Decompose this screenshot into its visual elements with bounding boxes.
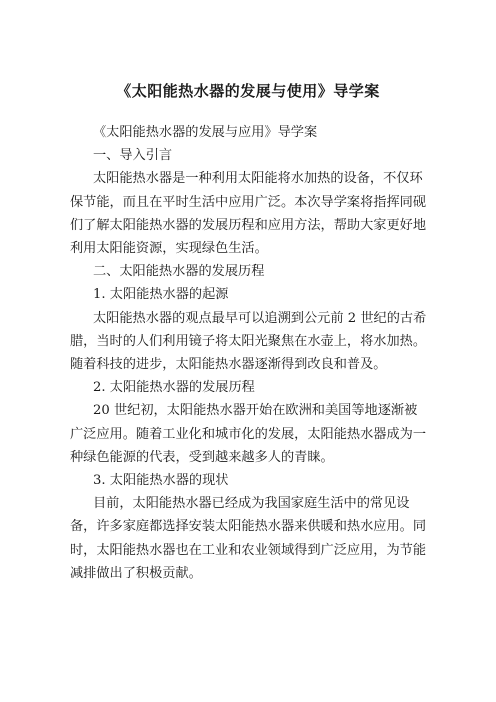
document-body (70, 121, 430, 585)
subheading-origin: 1. 太阳能热水器的起源 (93, 287, 229, 303)
paragraph-status: 目前，太阳能热水器已经成为我国家庭生活中的常见设备，许多家庭都选择安装太阳能热水器来供暖和热水应用。同时，太阳能热水器也在工业和农业领域得到广泛应用，为节能减排做出了积极贡献。 (70, 496, 427, 581)
subtitle: 《太阳能热水器的发展与应用》导学案 (93, 125, 318, 140)
paragraph-origin: 太阳能热水器的观点最早可以追溯到公元前 2 世纪的古希腊，当时的人们利用镜子将太阳光聚焦在水壶上，将水加热。随着科技的进步，太阳能热水器逐渐得到改良和普及。 (70, 310, 427, 373)
section-heading-history: 二、太阳能热水器的发展历程 (93, 264, 265, 280)
paragraph-development: 20 世纪初，太阳能热水器开始在欧洲和美国等地逐渐被广泛应用。随着工业化和城市化的发展，太阳能热水器成为一种绿色能源的代表，受到越来越多人的青睐。 (70, 403, 427, 465)
section-heading-intro: 一、导入引言 (93, 148, 173, 164)
paragraph-intro: 太阳能热水器是一种利用太阳能将水加热的设备，不仅环保节能，而且在平时生活中应用广泛。本次导学案将指挥同砚们了解太阳能热水器的发展历程和应用方法，帮助大家更好地利用太阳能资源，实现绿色生活。 (70, 171, 427, 257)
document-title: 《太阳能热水器的发展与使用》导学案 (116, 82, 380, 100)
subheading-status: 3. 太阳能热水器的现状 (93, 473, 229, 489)
subheading-development: 2. 太阳能热水器的发展历程 (93, 380, 255, 396)
